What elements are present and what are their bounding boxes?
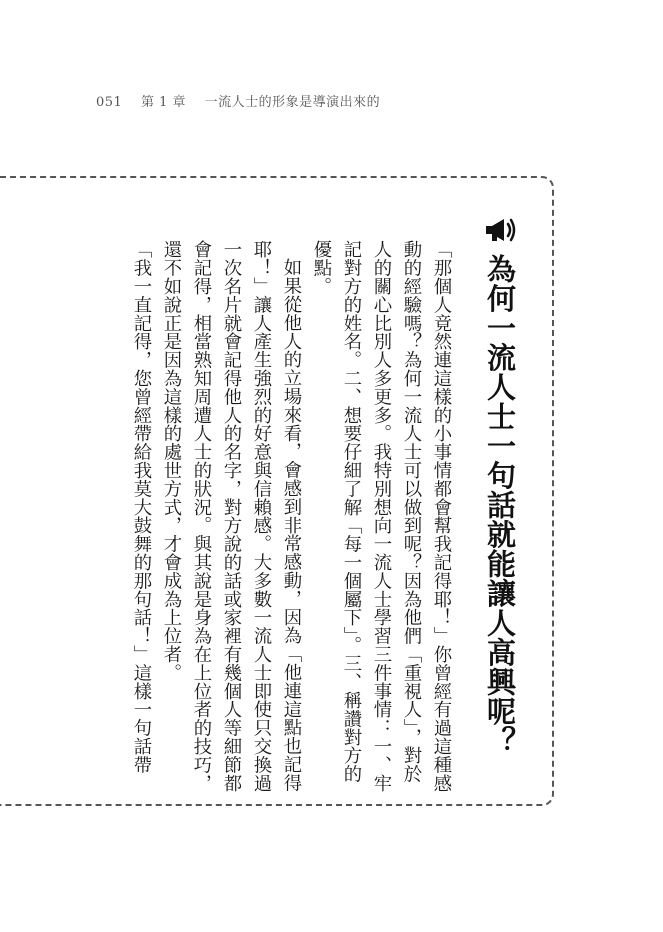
body-text (131, 240, 456, 800)
paragraph: 如果從他人的立場來看，會感到非常感動，因為「他連這點也記得耶！」讓人產生強烈的好意與信賴感。大多數一流人士即使只交換過一次名片就會記得他人的名字，對方說的話或家裡有幾個人等細節都會記得，相當熟知周遭人士的狀況。與其說是身為在上位者的技巧，還不如說正是因為這樣的處世方式，才會成為上位者。 (161, 240, 302, 792)
megaphone-icon (482, 212, 518, 248)
section-title: 為何一流人士一句話就能讓人高興呢？ (483, 254, 517, 756)
chapter-label: 第 1 章 (140, 95, 187, 110)
section-heading (478, 212, 522, 756)
page-number: 051 (96, 95, 123, 110)
paragraph: 「那個人竟然連這樣的小事情都會幫我記得耶！」你曾經有過這種感動的經驗嗎？為何一流人士可以做到呢？因為他們「重視人」，對於人的關心比別人多更多。我特別想向一流人士學習三件事情：一、牢記對方的姓名。二、想要仔細了解「每一個屬下」。三、稱讚對方的優點。 (311, 240, 452, 792)
chapter-title: 一流人士的形象是導演出來的 (204, 95, 381, 110)
running-header (96, 91, 380, 110)
paragraph: 「我一直記得，您曾經帶給我莫大鼓舞的那句話！」這樣一句話帶 (131, 240, 152, 774)
